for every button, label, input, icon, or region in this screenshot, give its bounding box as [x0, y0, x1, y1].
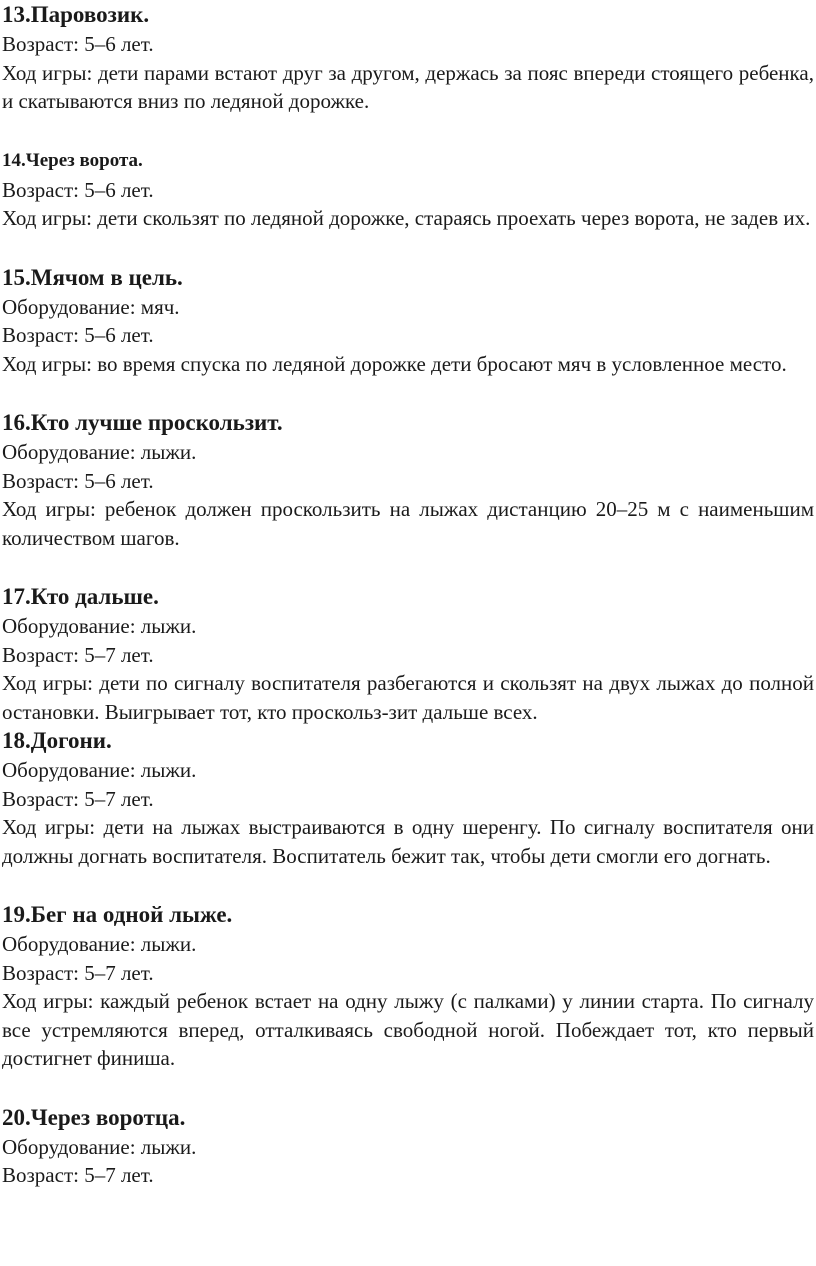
game-equipment: Оборудование: лыжи. [2, 932, 197, 956]
game-title: 20.Через воротца. [2, 1104, 186, 1130]
game-age: Возраст: 5–7 лет. [2, 1163, 154, 1187]
game-equipment: Оборудование: лыжи. [2, 440, 197, 464]
game-19 [2, 900, 814, 1073]
game-14 [2, 146, 814, 233]
game-equipment: Оборудование: лыжи. [2, 614, 197, 638]
game-description: Ход игры: во время спуска по ледяной дорожке дети бросают мяч в условленное место. [2, 351, 787, 376]
game-description: Ход игры: каждый ребенок встает на одну лыжу (с палками) у линии старта. По сигналу все устремляются вперед, отталкиваясь свободной ногой. Побеждает тот, кто первый достигнет финиша. [2, 989, 814, 1070]
game-18 [2, 726, 814, 870]
game-age: Возраст: 5–6 лет. [2, 323, 154, 347]
game-title: 14.Через ворота. [2, 149, 143, 171]
game-description: Ход игры: дети парами встают друг за другом, держась за пояс впереди стоящего ребенка, и скатываются вниз по ледяной дорожке. [2, 60, 814, 113]
game-equipment: Оборудование: мяч. [2, 294, 180, 319]
game-20 [2, 1103, 814, 1190]
game-title: 18.Догони. [2, 728, 112, 753]
game-title: 13.Паровозик. [2, 2, 150, 27]
game-age: Возраст: 5–7 лет. [2, 960, 154, 985]
game-13 [2, 0, 814, 116]
game-title: 16.Кто лучше проскользит. [2, 410, 283, 435]
game-description: Ход игры: дети на лыжах выстраиваются в одну шеренгу. По сигналу воспитателя они должны догнать воспитателя. Воспитатель бежит так, чтобы дети смогли его догнать. [2, 815, 814, 868]
game-age: Возраст: 5–6 лет. [2, 468, 154, 493]
game-15 [2, 263, 814, 379]
game-16 [2, 408, 814, 552]
game-description: Ход игры: дети скользят по ледяной дорожке, стараясь проехать через ворота, не задев их. [2, 206, 811, 230]
game-title: 19.Бег на одной лыже. [2, 902, 233, 927]
game-age: Возраст: 5–7 лет. [2, 642, 154, 667]
game-age: Возраст: 5–6 лет. [2, 177, 154, 202]
game-equipment: Оборудование: лыжи. [2, 758, 197, 782]
game-title: 15.Мячом в цель. [2, 264, 183, 290]
game-description: Ход игры: ребенок должен проскользить на лыжах дистанцию 20–25 м с наименьшим количеством шагов. [2, 497, 814, 550]
game-equipment: Оборудование: лыжи. [2, 1134, 197, 1159]
game-title: 17.Кто дальше. [2, 584, 159, 609]
game-17 [2, 582, 814, 726]
game-age: Возраст: 5–7 лет. [2, 786, 154, 811]
game-description: Ход игры: дети по сигналу воспитателя разбегаются и скользят на двух лыжах до полной остановки. Выигрывает тот, кто проскольз-зит дальше всех. [2, 671, 814, 724]
game-age: Возраст: 5–6 лет. [2, 32, 154, 56]
